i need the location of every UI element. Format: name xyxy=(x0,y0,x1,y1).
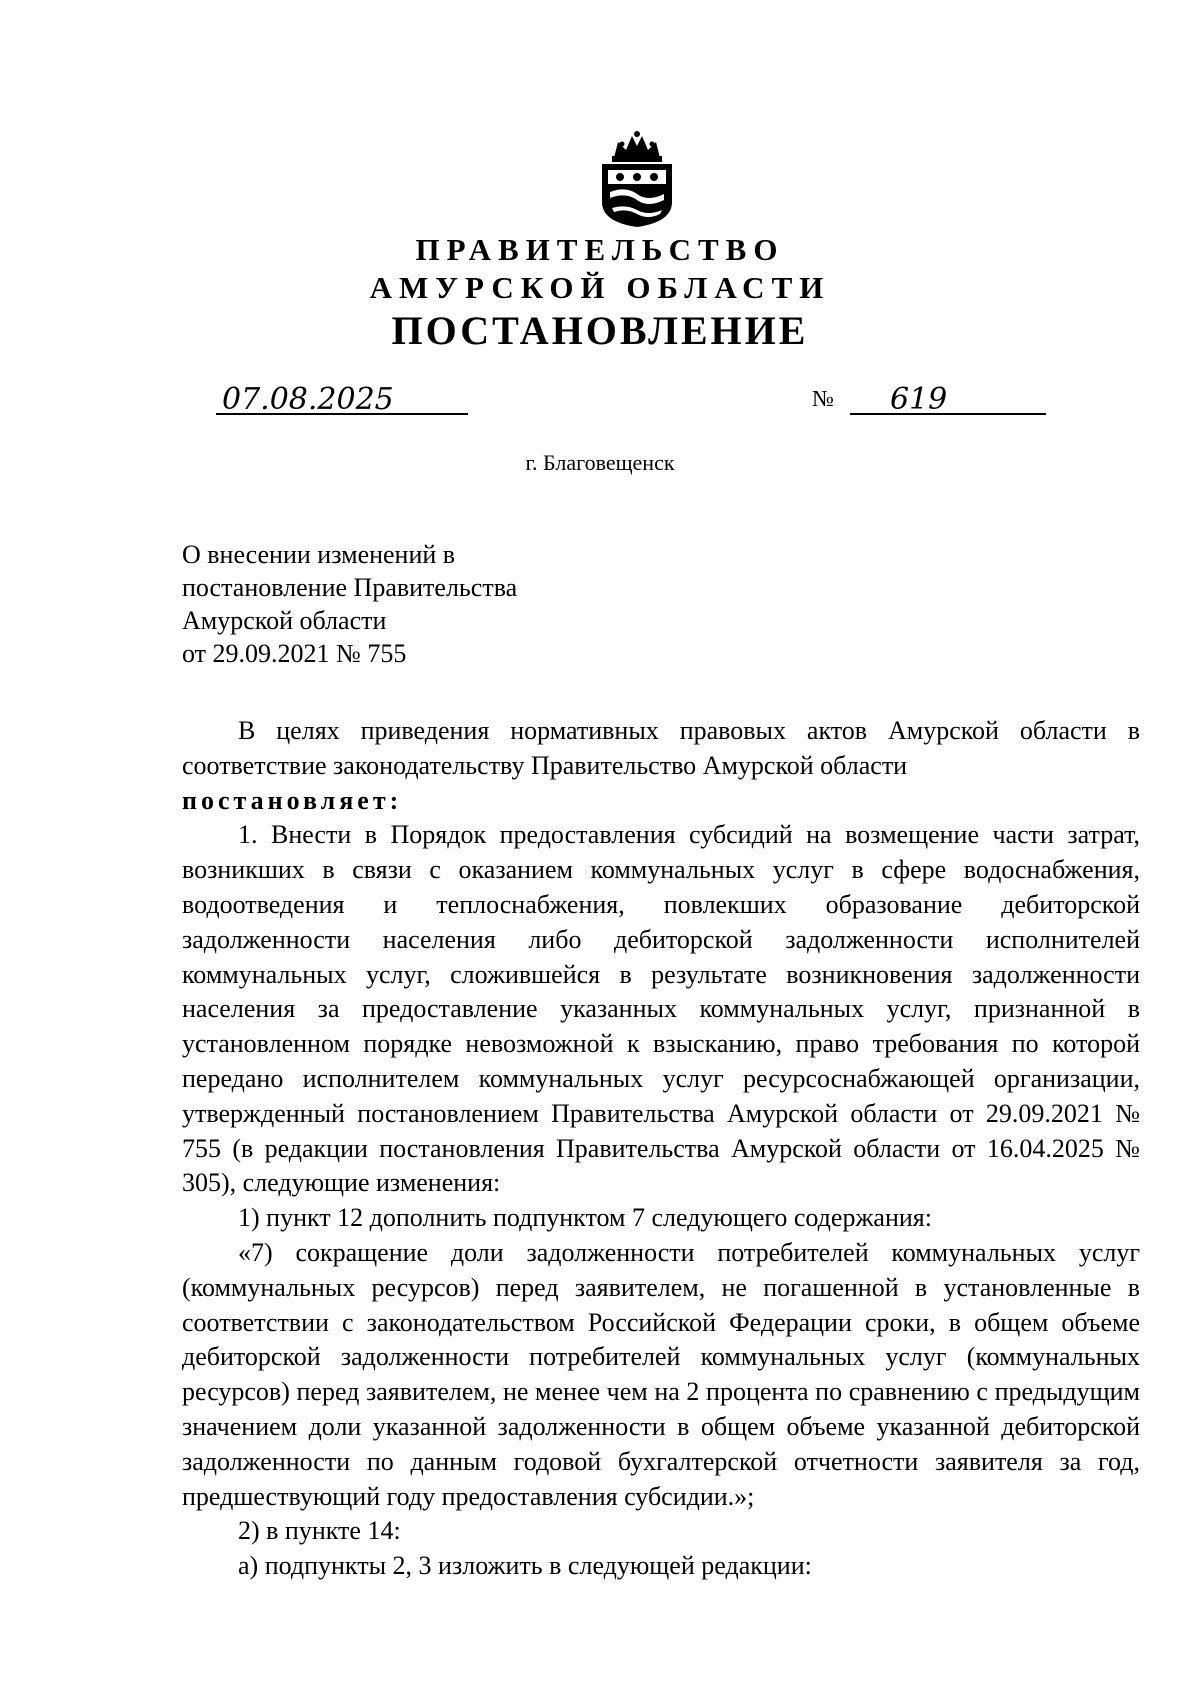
decides-keyword: постановляет: xyxy=(182,785,403,815)
subject-line: от 29.09.2021 № 755 xyxy=(182,639,407,668)
amur-region-coat-of-arms-icon xyxy=(596,128,678,228)
city-name: г. Благовещенск xyxy=(525,450,675,475)
subject-line: постановление Правительства xyxy=(182,573,518,602)
handwritten-document-number: 619 xyxy=(890,382,948,417)
paragraph-1: 1. Внести в Порядок предоставления субсидий на возмещение части затрат, возникших в связи с оказанием коммунальных услуг в сфере водоснабжения, водоотведения и теплоснабжения, повлекших образование дебиторской задолженности населения либо дебиторской задолженности исполнителей коммунальных услуг, сложившейся в результате возникновения задолженности населения за предоставление указанных коммунальных услуг, признанной в установленном порядке невозможной к взысканию, право требования по которой передано исполнителем коммунальных услуг ресурсоснабжающей организации, утвержденный постановлением Правительства Амурской области от 29.09.2021 № 755 (в редакции постановления Правительства Амурской области от 16.04.2025 № 305), следующие изменения: xyxy=(182,820,1140,1198)
document-subject xyxy=(182,538,517,670)
paragraph-item-1: 1) пункт 12 дополнить подпунктом 7 следующего содержания: xyxy=(238,1203,932,1233)
organization-name-line2: АМУРСКОЙ ОБЛАСТИ xyxy=(369,270,831,305)
subject-line: О внесении изменений в xyxy=(182,540,456,569)
preamble-paragraph: В целях приведения нормативных правовых актов Амурской области в соответствие законодательству Правительство Амурской области xyxy=(182,716,1140,780)
organization-name-line1: ПРАВИТЕЛЬСТВО xyxy=(415,232,785,267)
paragraph-item-2: 2) в пункте 14: xyxy=(238,1516,401,1546)
document-type-title: ПОСТАНОВЛЕНИЕ xyxy=(391,308,809,353)
paragraph-subitem-a: а) подпункты 2, 3 изложить в следующей редакции: xyxy=(238,1551,812,1581)
subject-line: Амурской области xyxy=(182,606,387,635)
document-body xyxy=(182,714,1140,1584)
number-underline xyxy=(850,413,1046,415)
paragraph-quoted-subitem-7: «7) сокращение доли задолженности потребителей коммунальных услуг (коммунальных ресурсов) перед заявителем, не погашенной в установленные в соответствии с законодательством Российской Федерации сроки, в общем объеме дебиторской задолженности потребителей коммунальных услуг (коммунальных ресурсов) перед заявителем, не менее чем на 2 процента по сравнению с предыдущим значением доли указанной задолженности в общем объеме указанной дебиторской задолженности по данным годовой бухгалтерской отчетности заявителя за год, предшествующий году предоставления субсидии.»; xyxy=(182,1237,1140,1511)
handwritten-date: 07.08.2025 xyxy=(222,382,394,417)
date-underline xyxy=(216,413,468,415)
number-sign: № xyxy=(812,386,834,411)
